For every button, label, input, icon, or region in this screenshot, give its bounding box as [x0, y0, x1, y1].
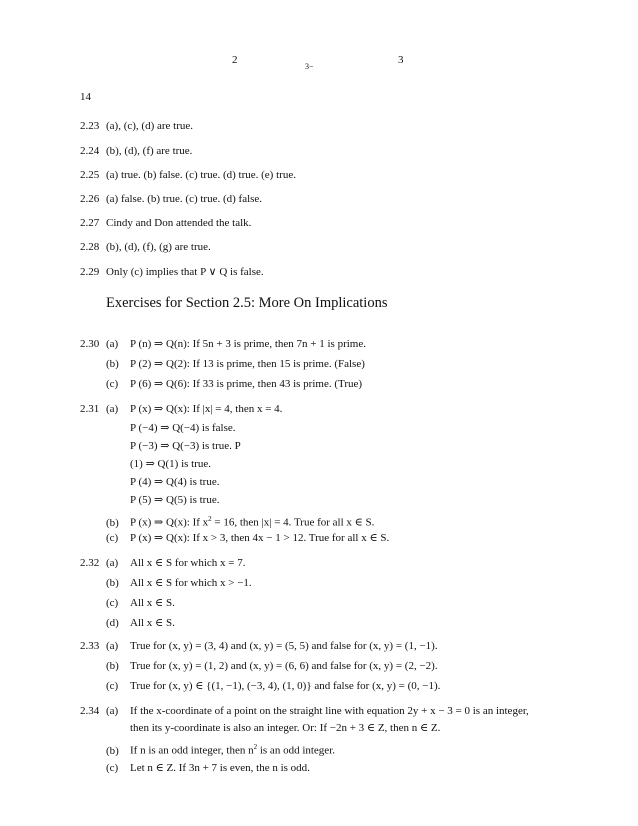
answer-number: 2.27 [80, 217, 100, 229]
part-text: True for (x, y) = (3, 4) and (x, y) = (5, 5) and false for (x, y) = (1, −1). [130, 640, 438, 652]
exercise-2-31-a [80, 403, 282, 416]
part-label: (a) [106, 705, 119, 717]
superscript: 2 [208, 515, 212, 523]
part-label: (a) [106, 640, 119, 652]
exercise-2-30-c [106, 378, 362, 391]
exercise-2-34-a [80, 705, 529, 718]
answer-text: (b), (d), (f) are true. [106, 145, 193, 157]
part-label: (c) [106, 597, 119, 609]
exercise-2-33-a [80, 640, 438, 653]
answer-number: 2.26 [80, 193, 100, 205]
exercise-number: 2.34 [80, 705, 100, 717]
answer-2-26 [80, 193, 262, 206]
exercise-number: 2.30 [80, 338, 100, 350]
part-label: (a) [106, 403, 119, 415]
part-label: (c) [106, 680, 119, 692]
part-label: (a) [106, 557, 119, 569]
exercise-2-31-a-sub1: P (−4) ⇒ Q(−4) is false. [130, 422, 236, 434]
part-label: (b) [106, 577, 119, 589]
header-mid-mark: − [309, 62, 314, 71]
part-text-end: is an odd integer. [257, 744, 335, 757]
answer-2-27 [80, 217, 251, 230]
part-text: All x ∈ S for which x > −1. [130, 577, 252, 589]
part-label: (d) [106, 617, 119, 629]
exercise-number: 2.31 [80, 403, 100, 415]
part-label: (b) [106, 744, 119, 757]
exercise-2-31-c [106, 532, 389, 545]
exercise-2-32-c [106, 597, 175, 610]
exercise-2-33-b [106, 660, 438, 673]
exercise-number: 2.33 [80, 640, 100, 652]
part-text-line1: If the x-coordinate of a point on the straight line with equation 2y + x − 3 = 0 is an integer, [130, 705, 529, 717]
answer-number: 2.28 [80, 241, 100, 253]
answer-2-25 [80, 169, 296, 182]
part-text-start: If n is an odd integer, then n [130, 744, 254, 757]
section-title: Exercises for Section 2.5: More On Implications [106, 295, 388, 311]
part-text: All x ∈ S. [130, 617, 175, 629]
superscript: 2 [253, 743, 258, 751]
exercise-2-31-a-sub5: P (5) ⇒ Q(5) is true. [130, 494, 220, 506]
exercise-2-34-b [106, 741, 335, 758]
part-label: (c) [106, 378, 119, 390]
answer-text: (a), (c), (d) are true. [106, 120, 194, 132]
exercise-2-30-a [80, 338, 366, 351]
part-label: (b) [106, 516, 119, 529]
exercise-2-31-b [106, 513, 374, 530]
part-label: (b) [106, 358, 119, 370]
answer-2-24 [80, 145, 192, 158]
part-text: P (x) ⇒ Q(x): If |x| = 4, then x = 4. [130, 403, 283, 415]
exercise-number: 2.32 [80, 557, 100, 569]
part-text: P (6) ⇒ Q(6): If 33 is prime, then 43 is prime. (True) [130, 378, 363, 390]
exercise-2-31-a-sub3: (1) ⇒ Q(1) is true. [130, 458, 212, 470]
part-text-end: = 16, then |x| = 4. True for all x ∈ S. [211, 516, 375, 529]
part-text: P (n) ⇒ Q(n): If 5n + 3 is prime, then 7n + 1 is prime. [130, 338, 366, 350]
header-right-number: 3 [398, 54, 404, 66]
part-text: True for (x, y) ∈ {(1, −1), (−3, 4), (1, 0)} and false for (x, y) = (0, −1). [130, 680, 441, 692]
part-label: (c) [106, 762, 119, 774]
part-text-start: P (x) ⇒ Q(x): If x [130, 516, 209, 529]
exercise-2-34-a-line2: then its y-coordinate is also an integer. Or: If −2n + 3 ∈ Z, then n ∈ Z. [130, 722, 441, 734]
exercise-2-31-a-sub4: P (4) ⇒ Q(4) is true. [130, 476, 220, 488]
answer-text: (a) true. (b) false. (c) true. (d) true. (e) true. [106, 169, 296, 181]
part-text: Let n ∈ Z. If 3n + 7 is even, the n is odd. [130, 762, 310, 774]
answer-text: (a) false. (b) true. (c) true. (d) false. [106, 193, 263, 205]
exercise-2-32-d [106, 617, 175, 630]
header-left-number: 2 [232, 54, 238, 66]
answer-number: 2.25 [80, 169, 100, 181]
answer-number: 2.23 [80, 120, 100, 132]
part-label: (c) [106, 532, 119, 544]
answer-2-23 [80, 120, 193, 133]
exercise-2-30-b [106, 358, 365, 371]
answer-2-29 [80, 266, 264, 279]
answer-text: Only (c) implies that P ∨ Q is false. [106, 266, 264, 278]
part-text: True for (x, y) = (1, 2) and (x, y) = (6, 6) and false for (x, y) = (2, −2). [130, 660, 438, 672]
header-mid-digit: 3 [305, 62, 309, 71]
exercise-2-33-c [106, 680, 440, 693]
exercise-2-32-b [106, 577, 252, 590]
answer-text: (b), (d), (f), (g) are true. [106, 241, 211, 253]
header-mid-number [305, 62, 314, 71]
part-label: (a) [106, 338, 119, 350]
part-text: All x ∈ S. [130, 597, 175, 609]
part-label: (b) [106, 660, 119, 672]
exercise-2-32-a [80, 557, 245, 570]
exercise-2-34-c [106, 762, 310, 775]
answer-text: Cindy and Don attended the talk. [106, 217, 252, 229]
answer-number: 2.24 [80, 145, 100, 157]
answer-2-28 [80, 241, 211, 254]
part-text: P (2) ⇒ Q(2): If 13 is prime, then 15 is prime. (False) [130, 358, 365, 370]
part-text: All x ∈ S for which x = 7. [130, 557, 246, 569]
exercise-2-31-a-sub2: P (−3) ⇒ Q(−3) is true. P [130, 440, 241, 452]
page-number: 14 [80, 91, 91, 103]
answer-number: 2.29 [80, 266, 100, 278]
part-text: P (x) ⇒ Q(x): If x > 3, then 4x − 1 > 12. True for all x ∈ S. [130, 532, 390, 544]
